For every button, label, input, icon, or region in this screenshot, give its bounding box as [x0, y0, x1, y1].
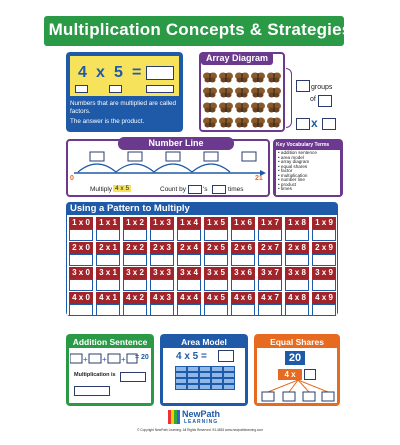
answer-blank: [285, 229, 309, 241]
equal-shares-total: 20: [285, 351, 305, 365]
product-blank: [146, 66, 174, 80]
of-label: of: [310, 96, 316, 103]
area-square: [187, 384, 199, 390]
butterfly-icon: [251, 85, 265, 96]
product-blank-2: [146, 85, 174, 93]
fact-cell: 3 x 9: [312, 267, 336, 279]
answer-blank: [150, 254, 174, 266]
area-square: [211, 384, 223, 390]
answer-blank: [204, 304, 228, 316]
butterfly-icon: [267, 85, 281, 96]
addition-title: Addition Sentence: [72, 337, 148, 347]
jump-blank-4: [204, 152, 218, 161]
fact-cell: 4 x 3: [150, 292, 174, 304]
array-bracket: [286, 68, 292, 128]
share-tree: [260, 380, 336, 402]
vocab-term: • addition sentence: [278, 150, 317, 155]
fact-cell: 3 x 1: [96, 267, 120, 279]
add-blank-2: [89, 354, 101, 363]
butterfly-icon: [219, 100, 233, 111]
vocab-term: • product: [278, 181, 297, 187]
answer-blank: [69, 304, 93, 316]
butterfly-icon: [235, 70, 249, 81]
butterfly-icon: [267, 70, 281, 81]
answer-blank: [150, 279, 174, 291]
pattern-title: Using a Pattern to Multiply: [70, 203, 190, 214]
factor-blank-1: [75, 85, 88, 93]
multiplication-grid: [67, 215, 337, 315]
fact-cell: 2 x 1: [96, 242, 120, 254]
butterfly-icon: [203, 100, 217, 111]
answer-blank: [150, 304, 174, 316]
vocab-term: • factor: [278, 168, 293, 173]
area-model-title: Area Model: [181, 337, 227, 347]
answer-blank: [312, 254, 336, 266]
fact-cell: 4 x 6: [231, 292, 255, 304]
answer-blank: [204, 229, 228, 241]
butterfly-icon: [203, 115, 217, 126]
fact-cell: 4 x 2: [123, 292, 147, 304]
number-line-graphic: [68, 148, 268, 178]
fact-cell: 4 x 1: [96, 292, 120, 304]
answer-blank: [258, 279, 282, 291]
equal-shares-title: Equal Shares: [270, 337, 324, 347]
answer-blank: [96, 229, 120, 241]
fact-cell: 3 x 7: [258, 267, 282, 279]
of-blank: [318, 95, 332, 107]
fact-cell: 2 x 9: [312, 242, 336, 254]
fact-cell: 1 x 8: [285, 217, 309, 229]
answer-blank: [96, 279, 120, 291]
svg-text:+: +: [83, 355, 88, 364]
butterfly-icon: [219, 70, 233, 81]
multiply-label: Multiply: [90, 186, 113, 193]
mult-is-blank: [120, 372, 146, 382]
array-diagram-title: Array Diagram: [201, 52, 273, 65]
fact-cell: 2 x 3: [150, 242, 174, 254]
fact-cell: 3 x 8: [285, 267, 309, 279]
equals-sign: =: [132, 64, 142, 81]
answer-blank: [231, 304, 255, 316]
answer-blank: [69, 279, 93, 291]
answer-blank: [69, 254, 93, 266]
fact-cell: 2 x 5: [204, 242, 228, 254]
answer-blank: [204, 254, 228, 266]
jump-blank-3: [166, 152, 180, 161]
number-line-start: 0: [70, 175, 74, 182]
fact-cell: 4 x 9: [312, 292, 336, 304]
fact-cell: 4 x 4: [177, 292, 201, 304]
answer-blank: [312, 229, 336, 241]
answer-blank: [96, 254, 120, 266]
fact-cell: 1 x 4: [177, 217, 201, 229]
answer-blank: [69, 229, 93, 241]
share-blank-1: [262, 392, 274, 401]
fact-cell: 4 x 5: [204, 292, 228, 304]
fact-cell: 3 x 2: [123, 267, 147, 279]
fact-cell: 2 x 4: [177, 242, 201, 254]
answer-blank: [312, 279, 336, 291]
note-factors: Numbers that are multiplied are called factors.: [70, 100, 177, 115]
butterfly-icon: [235, 115, 249, 126]
vocab-term: • number line: [278, 177, 305, 182]
share-blank-3: [303, 392, 315, 401]
answer-blank: [285, 279, 309, 291]
fact-cell: 2 x 7: [258, 242, 282, 254]
factor-right: 5: [114, 64, 123, 81]
array-blank-2: [322, 118, 336, 130]
butterfly-icon: [267, 115, 281, 126]
fact-cell: 4 x 7: [258, 292, 282, 304]
share-blank-2: [283, 392, 295, 401]
array-blank-1: [296, 118, 310, 130]
logo-line2: LEARNING: [184, 419, 219, 425]
area-expression: 4 x 5 =: [176, 351, 207, 362]
butterfly-icon: [267, 100, 281, 111]
answer-blank: [123, 279, 147, 291]
vocabulary-title: Key Vocabulary Terms: [276, 142, 330, 148]
add-blank-1: [70, 354, 82, 363]
answer-blank: [177, 254, 201, 266]
butterfly-array: [203, 70, 283, 130]
answer-blank: [258, 304, 282, 316]
area-square: [175, 384, 187, 390]
area-blank: [218, 350, 234, 362]
butterfly-icon: [251, 115, 265, 126]
svg-text:+: +: [121, 355, 126, 364]
answer-blank: [285, 254, 309, 266]
poster-title: Multiplication Concepts & Strategies: [48, 20, 352, 39]
fact-cell: 2 x 6: [231, 242, 255, 254]
count-by-label: Count by: [160, 186, 187, 193]
fact-cell: 4 x 0: [69, 292, 93, 304]
vocab-term: • area model: [278, 154, 304, 160]
answer-blank: [258, 229, 282, 241]
answer-blank: [231, 229, 255, 241]
vocab-term: • equal shares: [278, 163, 308, 169]
shares-blank: [304, 369, 316, 380]
butterfly-icon: [235, 100, 249, 111]
logo-line1: NewPath: [182, 409, 221, 419]
answer-blank: [123, 229, 147, 241]
answer-blank: [258, 254, 282, 266]
fact-cell: 3 x 3: [150, 267, 174, 279]
butterfly-icon: [219, 85, 233, 96]
factor-left: 4: [78, 64, 87, 81]
fact-cell: 3 x 5: [204, 267, 228, 279]
butterfly-icon: [219, 115, 233, 126]
answer-blank: [177, 279, 201, 291]
fact-cell: 1 x 5: [204, 217, 228, 229]
multiply-value: 4 x 5: [115, 185, 130, 192]
area-square: [199, 384, 211, 390]
answer-blank: [312, 304, 336, 316]
copyright-text: © Copyright NewPath Learning. All Rights Reserved. 93-4853 www.newpathlearning.com: [137, 428, 263, 432]
fact-cell: 1 x 3: [150, 217, 174, 229]
fact-cell: 2 x 8: [285, 242, 309, 254]
times-sign: x: [96, 64, 105, 81]
fact-cell: 3 x 4: [177, 267, 201, 279]
addition-equals: = 20: [135, 354, 149, 361]
fact-cell: 3 x 0: [69, 267, 93, 279]
times-blank: [212, 185, 226, 194]
butterfly-icon: [203, 70, 217, 81]
count-by-blank: [188, 185, 202, 194]
area-square: [223, 384, 235, 390]
factor-blank-2: [109, 85, 122, 93]
answer-blank: [177, 229, 201, 241]
number-line-title: Number Line: [118, 137, 234, 150]
butterfly-icon: [251, 70, 265, 81]
fact-cell: 1 x 7: [258, 217, 282, 229]
vocab-term: • multiplication: [278, 172, 308, 178]
jump-arcs: [78, 164, 230, 172]
fact-cell: 3 x 6: [231, 267, 255, 279]
answer-blank: [123, 254, 147, 266]
fact-cell: 1 x 0: [69, 217, 93, 229]
jump-blank-1: [90, 152, 104, 161]
fact-cell: 1 x 9: [312, 217, 336, 229]
vocabulary-list: [276, 150, 340, 195]
groups-label: groups: [311, 84, 333, 91]
area-grid: [175, 366, 235, 390]
vocab-term: • times: [278, 186, 292, 191]
fact-cell: 2 x 2: [123, 242, 147, 254]
fact-cell: 2 x 0: [69, 242, 93, 254]
logo-mark: [168, 410, 180, 424]
answer-blank: [177, 304, 201, 316]
answer-blank: [231, 254, 255, 266]
answer-blank: [123, 304, 147, 316]
add-blank-3: [108, 354, 120, 363]
fact-cell: 4 x 8: [285, 292, 309, 304]
factor-notes: [70, 100, 182, 128]
butterfly-icon: [235, 85, 249, 96]
multiplication-is-label: Multiplication is: [74, 372, 116, 378]
equal-shares-expression: 4 x: [278, 369, 302, 380]
note-product: The answer is the product.: [70, 118, 145, 125]
fact-cell: 1 x 1: [96, 217, 120, 229]
answer-blank: [231, 279, 255, 291]
jump-blank-2: [128, 152, 142, 161]
butterfly-icon: [203, 85, 217, 96]
fact-cell: 1 x 6: [231, 217, 255, 229]
fact-cell: 1 x 2: [123, 217, 147, 229]
mult-answer-blank: [74, 386, 110, 396]
times-label: times: [228, 186, 244, 193]
butterfly-icon: [251, 100, 265, 111]
answer-blank: [285, 304, 309, 316]
svg-text:+: +: [102, 355, 107, 364]
jump-blank-5: [242, 152, 256, 161]
groups-blank: [296, 80, 310, 92]
share-blank-4: [322, 392, 334, 401]
answer-blank: [204, 279, 228, 291]
vocab-term: • array diagram: [278, 159, 310, 164]
count-suffix: 's: [203, 186, 208, 193]
number-line-end: 21: [255, 175, 263, 182]
answer-blank: [150, 229, 174, 241]
answer-blank: [96, 304, 120, 316]
array-times: x: [311, 116, 318, 130]
